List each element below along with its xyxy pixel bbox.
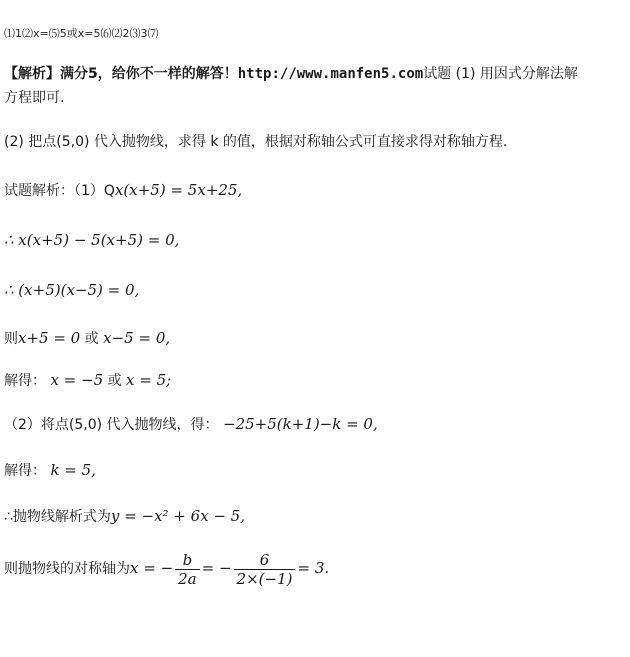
solution-line-8 [4, 506, 245, 527]
fraction-6-over-2x-1 [234, 551, 296, 588]
line5-eq1: x = −5 [50, 371, 104, 389]
solution-line-5 [4, 370, 171, 391]
line9-x: x = − [130, 559, 174, 577]
line7-eq: k = 5, [50, 461, 96, 479]
analysis-part2: (2) 把点(5,0) 代入抛物线，求得 k 的值，根据对称轴公式可直接求得对称轴方程. [4, 134, 508, 150]
line5-or: 或 [103, 373, 127, 389]
solution-title: 试题解析：（1）Q [4, 183, 115, 199]
line5-prefix: 解得： [4, 373, 46, 389]
analysis-line-1 [4, 64, 578, 84]
line8-eq: y = −x² + 6x − 5, [110, 507, 246, 525]
line4-eq2: x−5 = 0, [103, 329, 171, 347]
solution-line-4 [4, 328, 170, 349]
equation-1: x(x+5) = 5x+25, [114, 181, 243, 199]
solution-line-1 [4, 180, 242, 201]
solution-line-3: ∴ (x+5)(x−5) = 0, [4, 281, 140, 299]
line6-eq: −25+5(k+1)−k = 0, [223, 415, 378, 433]
line5-eq2: x = 5; [126, 371, 172, 389]
fraction-1-numerator: b [175, 551, 200, 570]
analysis-line-2: 方程即可. [4, 90, 65, 106]
line6-prefix: （2）将点(5,0) 代入抛物线，得： [4, 417, 219, 433]
line9-equals: = − [201, 559, 232, 577]
fraction-b-over-2a [175, 551, 200, 588]
line7-prefix: 解得： [4, 463, 46, 479]
solution-line-7 [4, 460, 96, 481]
line9-prefix: 则抛物线的对称轴为 [4, 561, 130, 577]
solution-line-6 [4, 414, 378, 435]
line9-result: = 3. [297, 559, 330, 577]
analysis-prefix: 【解析】满分5，给你不一样的解答！ [4, 66, 238, 82]
line4-eq1: x+5 = 0 [18, 329, 81, 347]
source-url: http://www.manfen5.com [237, 66, 424, 82]
fraction-2-denominator: 2×(−1) [236, 569, 293, 588]
line4-or: 或 [80, 331, 104, 347]
part1-intro: 试题 (1) 用因式分解法解 [423, 66, 578, 82]
solution-line-2: ∴ x(x+5) − 5(x+5) = 0, [4, 231, 180, 249]
fraction-1-denominator: 2a [178, 569, 197, 588]
answer-header: ⑴1⑵x=⑸5或x=5⑹⑵2⑶3⑺ [4, 27, 159, 40]
fraction-2-numerator: 6 [234, 551, 296, 570]
line4-prefix: 则 [4, 331, 18, 347]
solution-line-9 [4, 548, 329, 589]
line8-prefix: ∴抛物线解析式为 [4, 509, 111, 525]
